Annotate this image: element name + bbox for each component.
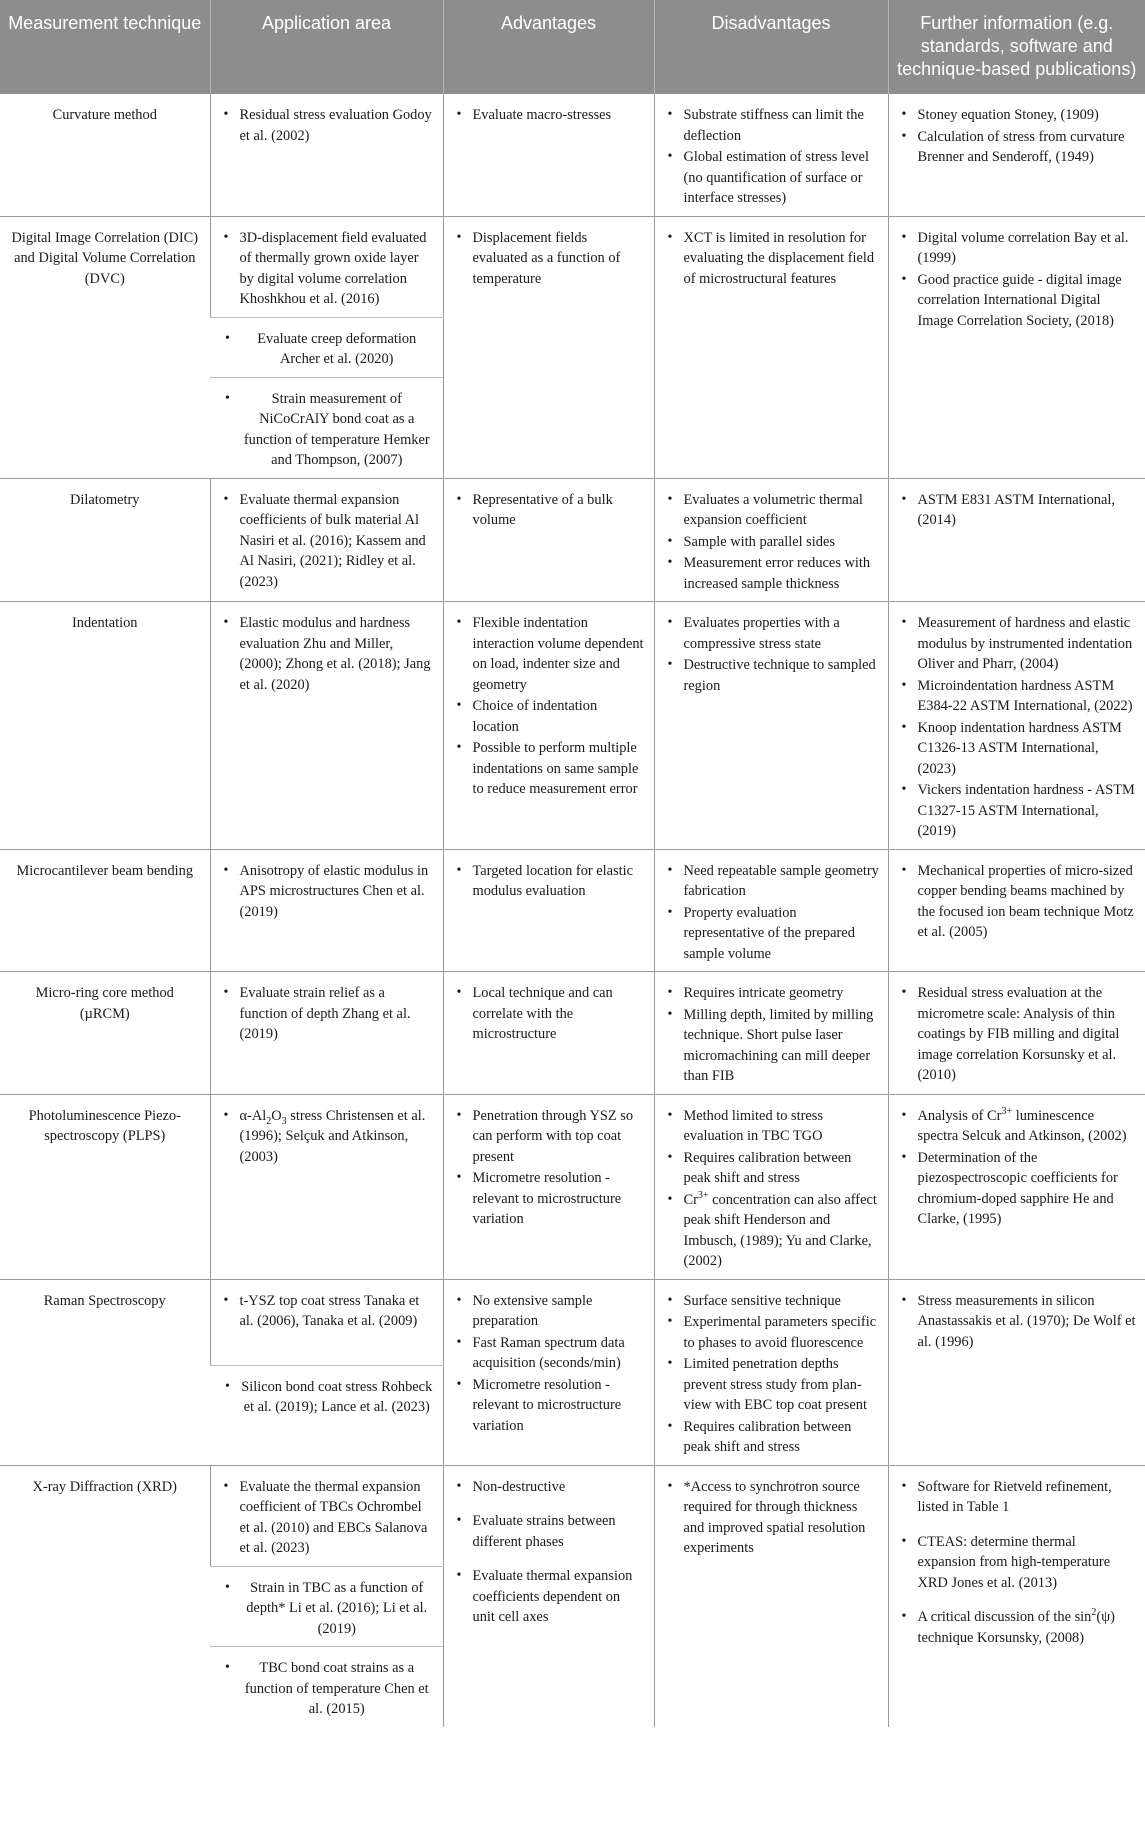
application-cell xyxy=(210,1465,443,1566)
text-fragment: Analysis of Cr xyxy=(917,1107,1002,1124)
list-item: • CTEAS: determine thermal expansion from high-temperature XRD Jones et al. (2013) xyxy=(897,1532,1138,1594)
application-cell xyxy=(210,602,443,850)
list-item: • t-YSZ top coat stress Tanaka et al. (2006), Tanaka et al. (2009) xyxy=(219,1291,435,1332)
list-item: • Strain measurement of NiCoCrAlY bond coat as a function of temperature Hemker and Thompson, (2007) xyxy=(220,389,433,471)
list-item: • Measurement error reduces with increased sample thickness xyxy=(663,553,880,594)
header-application-area: Application area xyxy=(210,0,443,94)
list-item: • Choice of indentation location xyxy=(452,696,646,737)
header-row xyxy=(0,0,1145,94)
table-row xyxy=(0,478,1145,602)
list-item: • Flexible indentation interaction volume dependent on load, indenter size and geometry xyxy=(452,613,646,695)
disadvantages-cell xyxy=(654,478,888,602)
list-item: • Non-destructive xyxy=(452,1477,646,1498)
technique-cell: Indentation xyxy=(0,602,210,850)
header-advantages: Advantages xyxy=(443,0,654,94)
list-item: • Local technique and can correlate with the microstructure xyxy=(452,983,646,1045)
list-item: • Evaluates properties with a compressive stress state xyxy=(663,613,880,654)
text-fragment: Cr xyxy=(683,1191,698,1208)
table-row xyxy=(0,602,1145,850)
list-item: • Method limited to stress evaluation in TBC TGO xyxy=(663,1106,880,1147)
list-item: • Property evaluation representative of the prepared sample volume xyxy=(663,903,880,965)
advantages-cell xyxy=(443,602,654,850)
list-item xyxy=(897,1106,1138,1147)
list-item: • Need repeatable sample geometry fabrication xyxy=(663,861,880,902)
advantages-cell xyxy=(443,478,654,602)
list-item: • Substrate stiffness can limit the deflection xyxy=(663,105,880,146)
application-cell xyxy=(210,1566,443,1647)
list-item: • Silicon bond coat stress Rohbeck et al. (2019); Lance et al. (2023) xyxy=(220,1377,433,1418)
text-fragment: O xyxy=(271,1107,282,1124)
advantages-cell xyxy=(443,216,654,478)
list-item: • Requires intricate geometry xyxy=(663,983,880,1004)
list-item: • Targeted location for elastic modulus evaluation xyxy=(452,861,646,902)
list-item: • Residual stress evaluation at the micrometre scale: Analysis of thin coatings by FIB milling and digital image correlation Korsunsky et al. (2010) xyxy=(897,983,1138,1086)
list-item: • Evaluate the thermal expansion coefficient of TBCs Ochrombel et al. (2010) and EBCs Salanova et al. (2023) xyxy=(219,1477,435,1559)
text-fragment: (ψ) technique Korsunsky, (2008) xyxy=(917,1609,1115,1646)
list-item: • Digital volume correlation Bay et al. (1999) xyxy=(897,228,1138,269)
superscript: 3+ xyxy=(697,1189,709,1201)
list-item: • Limited penetration depths prevent stress study from plan-view with EBC top coat present xyxy=(663,1354,880,1416)
list-item xyxy=(663,1190,880,1272)
list-item: • Possible to perform multiple indentations on same sample to reduce measurement error xyxy=(452,738,646,800)
list-item: • Displacement fields evaluated as a function of temperature xyxy=(452,228,646,290)
text-fragment: α-Al xyxy=(239,1107,267,1124)
list-item: • Determination of the piezospectroscopic coefficients for chromium-doped sapphire He and Clarke, (1995) xyxy=(897,1148,1138,1230)
application-cell xyxy=(210,1094,443,1279)
list-item: • Strain in TBC as a function of depth* Li et al. (2016); Li et al. (2019) xyxy=(220,1578,433,1640)
disadvantages-cell xyxy=(654,1279,888,1465)
information-cell xyxy=(888,1094,1145,1279)
advantages-cell xyxy=(443,972,654,1095)
superscript: 2 xyxy=(1091,1607,1097,1619)
technique-cell: Micro-ring core method (µRCM) xyxy=(0,972,210,1095)
application-cell xyxy=(210,377,443,478)
list-item: • TBC bond coat strains as a function of temperature Chen et al. (2015) xyxy=(220,1658,433,1720)
list-item: • Evaluate thermal expansion coefficients of bulk material Al Nasiri et al. (2016); Kassem and Al Nasiri, (2021); Ridley et al. (2023) xyxy=(219,490,435,593)
disadvantages-cell xyxy=(654,1465,888,1727)
application-cell xyxy=(210,94,443,216)
text-fragment: luminescence spectra Selcuk and Atkinson, (2002) xyxy=(917,1107,1127,1144)
list-item: • Milling depth, limited by milling technique. Short pulse laser micromachining can mill deeper than FIB xyxy=(663,1005,880,1087)
list-item: • ASTM E831 ASTM International, (2014) xyxy=(897,490,1138,531)
information-cell xyxy=(888,478,1145,602)
table-row xyxy=(0,972,1145,1095)
application-cell xyxy=(210,216,443,317)
list-item: • Fast Raman spectrum data acquisition (seconds/min) xyxy=(452,1333,646,1374)
application-cell xyxy=(210,1279,443,1365)
list-item: • Good practice guide - digital image correlation International Digital Image Correlation Society, (2018) xyxy=(897,270,1138,332)
information-cell xyxy=(888,972,1145,1095)
technique-cell: Microcantilever beam bending xyxy=(0,849,210,972)
subscript: 2 xyxy=(266,1115,272,1127)
technique-cell: X-ray Diffraction (XRD) xyxy=(32,1478,177,1495)
table-row xyxy=(0,1465,1145,1566)
advantages-cell xyxy=(443,1094,654,1279)
table-row xyxy=(0,1094,1145,1279)
list-item: • Measurement of hardness and elastic modulus by instrumented indentation Oliver and Pharr, (2004) xyxy=(897,613,1138,675)
disadvantages-cell xyxy=(654,972,888,1095)
list-item: • Penetration through YSZ so can perform with top coat present xyxy=(452,1106,646,1168)
disadvantages-cell xyxy=(654,1094,888,1279)
information-cell xyxy=(888,216,1145,478)
header-disadvantages: Disadvantages xyxy=(654,0,888,94)
list-item: • Evaluate strain relief as a function of depth Zhang et al. (2019) xyxy=(219,983,435,1045)
list-item: • Micrometre resolution - relevant to microstructure variation xyxy=(452,1168,646,1230)
list-item: • Evaluate creep deformation Archer et al. (2020) xyxy=(220,329,433,370)
list-item: • 3D-displacement field evaluated of thermally grown oxide layer by digital volume correlation Khoshkhou et al. (2016) xyxy=(219,228,435,310)
technique-cell: Photoluminescence Piezo-spectroscopy (PLPS) xyxy=(0,1094,210,1279)
information-cell xyxy=(888,1465,1145,1727)
technique-cell: Curvature method xyxy=(0,94,210,216)
disadvantages-cell xyxy=(654,602,888,850)
header-technique: Measurement technique xyxy=(0,0,210,94)
list-item: • Stress measurements in silicon Anastassakis et al. (1970); De Wolf et al. (1996) xyxy=(897,1291,1138,1353)
list-item: • Experimental parameters specific to phases to avoid fluorescence xyxy=(663,1312,880,1353)
list-item: • Global estimation of stress level (no quantification of surface or interface stresses) xyxy=(663,147,880,209)
list-item: • Representative of a bulk volume xyxy=(452,490,646,531)
application-cell xyxy=(210,1365,443,1465)
table-row xyxy=(0,94,1145,216)
list-item: • Vickers indentation hardness - ASTM C1327-15 ASTM International, (2019) xyxy=(897,780,1138,842)
text-fragment: concentration can also affect peak shift Henderson and Imbusch, (1989); Yu and Clarke, (2002) xyxy=(683,1191,877,1269)
list-item xyxy=(219,1106,435,1168)
information-cell xyxy=(888,849,1145,972)
application-cell xyxy=(210,849,443,972)
advantages-cell xyxy=(443,1465,654,1727)
text-fragment: stress Christensen et al. (1996); Selçuk and Atkinson, (2003) xyxy=(239,1107,426,1165)
list-item: • XCT is limited in resolution for evaluating the displacement field of microstructural features xyxy=(663,228,880,290)
list-item: • Requires calibration between peak shift and stress xyxy=(663,1417,880,1458)
list-item: • Mechanical properties of micro-sized copper bending beams machined by the focused ion beam technique Motz et al. (2005) xyxy=(897,861,1138,943)
header-further-information: Further information (e.g. standards, software and technique-based publications) xyxy=(888,0,1145,94)
list-item: • Requires calibration between peak shift and stress xyxy=(663,1148,880,1189)
information-cell xyxy=(888,94,1145,216)
superscript: 3+ xyxy=(1001,1105,1013,1117)
advantages-cell xyxy=(443,94,654,216)
table-row xyxy=(0,849,1145,972)
table-row xyxy=(0,1279,1145,1365)
list-item: • Residual stress evaluation Godoy et al. (2002) xyxy=(219,105,435,146)
list-item: • No extensive sample preparation xyxy=(452,1291,646,1332)
technique-cell: Raman Spectroscopy xyxy=(0,1279,210,1465)
technique-cell: Digital Image Correlation (DIC) and Digital Volume Correlation (DVC) xyxy=(0,216,210,478)
list-item: • Micrometre resolution - relevant to microstructure variation xyxy=(452,1375,646,1437)
information-cell xyxy=(888,602,1145,850)
subscript: 3 xyxy=(281,1115,287,1127)
list-item: • Evaluates a volumetric thermal expansion coefficient xyxy=(663,490,880,531)
list-item: • Calculation of stress from curvature Brenner and Senderoff, (1949) xyxy=(897,127,1138,168)
list-item: • Sample with parallel sides xyxy=(663,532,880,553)
list-item: • Knoop indentation hardness ASTM C1326-13 ASTM International, (2023) xyxy=(897,718,1138,780)
disadvantages-cell xyxy=(654,94,888,216)
application-cell xyxy=(210,317,443,377)
disadvantages-cell xyxy=(654,849,888,972)
list-item: • Evaluate macro-stresses xyxy=(452,105,646,126)
advantages-cell xyxy=(443,1279,654,1465)
list-item: • Elastic modulus and hardness evaluation Zhu and Miller, (2000); Zhong et al. (2018); Jang et al. (2020) xyxy=(219,613,435,695)
list-item: • Surface sensitive technique xyxy=(663,1291,880,1312)
advantages-cell xyxy=(443,849,654,972)
application-cell xyxy=(210,972,443,1095)
information-cell xyxy=(888,1279,1145,1465)
list-item: • Evaluate strains between different phases xyxy=(452,1511,646,1552)
application-cell xyxy=(210,478,443,602)
list-item: • Software for Rietveld refinement, listed in Table 1 xyxy=(897,1477,1138,1518)
list-item: • Evaluate thermal expansion coefficients dependent on unit cell axes xyxy=(452,1566,646,1628)
application-cell xyxy=(210,1647,443,1727)
list-item: • Anisotropy of elastic modulus in APS microstructures Chen et al. (2019) xyxy=(219,861,435,923)
list-item: • Destructive technique to sampled region xyxy=(663,655,880,696)
list-item: • Stoney equation Stoney, (1909) xyxy=(897,105,1138,126)
disadvantages-cell xyxy=(654,216,888,478)
table-row xyxy=(0,216,1145,317)
technique-cell: Dilatometry xyxy=(0,478,210,602)
text-fragment: A critical discussion of the sin xyxy=(917,1609,1092,1625)
list-item: • *Access to synchrotron source required for through thickness and improved spatial resolution experiments xyxy=(663,1477,880,1559)
list-item xyxy=(897,1607,1138,1648)
list-item: • Microindentation hardness ASTM E384-22 ASTM International, (2022) xyxy=(897,676,1138,717)
